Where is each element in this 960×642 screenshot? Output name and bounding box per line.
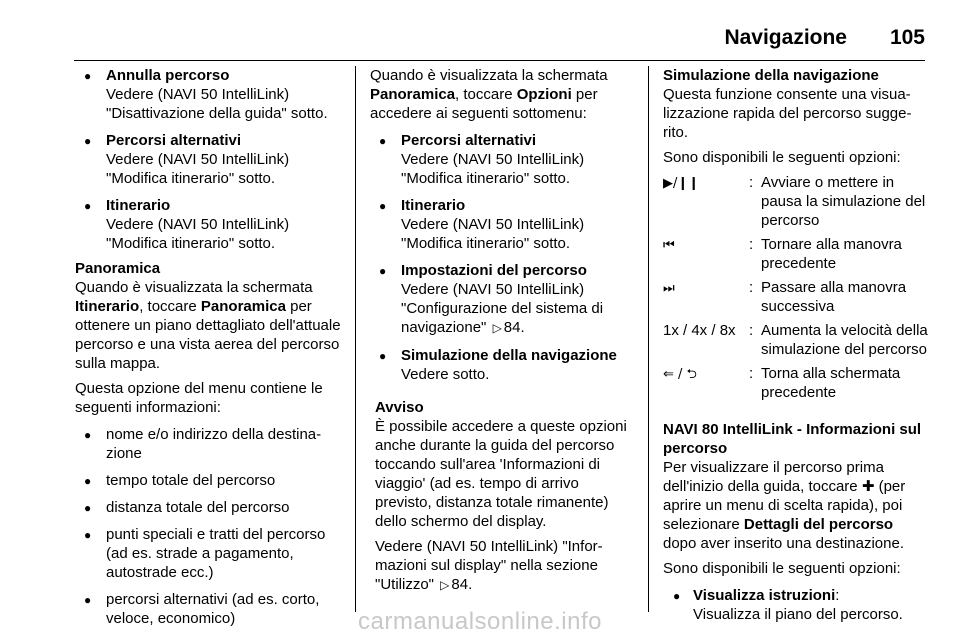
note-text: Vedere (NAVI 50 IntelliLink) "Informazioni sul display" nella sezione "Utilizzo" ▷ 84. (375, 537, 632, 595)
list-item (370, 196, 632, 253)
item-text: Vedere (NAVI 50 IntelliLink) "Disattivazione della guida" sotto. (106, 86, 328, 122)
bullet-icon (84, 525, 91, 545)
list-item (370, 261, 632, 338)
bullet-icon (84, 425, 91, 445)
item-text: Vedere (NAVI 50 IntelliLink) "Modifica itinerario" sotto. (106, 151, 290, 187)
list-item: ● distanza totale del percorso (75, 498, 345, 517)
list-item (370, 346, 632, 384)
item-text: Vedere (NAVI 50 IntelliLink) "Configurazione del sistema di navigazione" ▷ 84. (401, 280, 632, 338)
page-header (0, 22, 960, 62)
item-text: Visualizza il piano del percorso. (693, 606, 903, 623)
list-item (75, 196, 345, 253)
list-item: ● tempo totale del percorso (75, 471, 345, 490)
list-item (75, 66, 345, 123)
bullet-icon (84, 498, 91, 518)
item-text: Vedere (NAVI 50 IntelliLink) "Modifica itinerario" sotto. (106, 216, 290, 252)
bullet-icon (84, 66, 91, 86)
note-box (370, 398, 632, 595)
item-title: Visualizza istruzioni (693, 587, 836, 604)
previous-icon: ⏮ (663, 238, 675, 253)
page-ref-icon (438, 576, 451, 593)
table-row: 1x / 4x / 8x : Aumenta la velocità della simulazione del percorso (663, 322, 928, 358)
item-text: Vedere (NAVI 50 IntelliLink) "Modifica itinerario" sotto. (401, 216, 585, 252)
speed-label: 1x / 4x / 8x (663, 322, 736, 339)
header-rule (74, 60, 925, 61)
bullet-icon (379, 346, 386, 366)
subheading-simulazione: Simulazione della navigazione (663, 67, 879, 84)
table-row: ⇐ / ⮌ : Torna alla schermata precedente (663, 365, 901, 401)
list-item: ● Visualizza istruzioni: Visualizza il piano del percorso. (663, 586, 928, 624)
bullet-icon (84, 590, 91, 610)
column-3 (663, 66, 928, 624)
plus-icon: ✚ (861, 477, 875, 495)
paragraph: Questa opzione del menu contiene le seguenti informazioni: (75, 380, 323, 416)
bullet-icon (379, 196, 386, 216)
bullet-icon (673, 586, 680, 606)
item-text: Vedere sotto. (401, 366, 490, 383)
next-icon: ⏭ (663, 281, 675, 296)
bullet-icon (84, 131, 91, 151)
page-ref: 84. (503, 319, 525, 336)
item-title: Annulla percorso (106, 67, 230, 84)
table-row: ⏭ : Passare alla manovra successiva (663, 279, 907, 315)
list-item (370, 131, 632, 188)
page-ref: 84. (451, 576, 473, 593)
subheading-navi80: NAVI 80 IntelliLink - Informazioni sul percorso (663, 421, 922, 457)
table-row: ▶/❙❙ : Avviare o mettere in pausa la simulazione del percorso (663, 174, 926, 229)
bullet-icon (84, 196, 91, 216)
page-number: 105 (889, 26, 925, 49)
note-text: È possibile accedere a queste opzioni anche durante la guida del percorso toccando sull'area 'Informazioni di viaggio' (ad es. tempo di arrivo previsto, distanza totale rimanente) dello schermo del display. (375, 418, 627, 530)
column-divider-2 (648, 66, 649, 612)
column-1 (75, 66, 345, 628)
bullet-icon (379, 261, 386, 281)
item-title: Itinerario (401, 197, 466, 214)
paragraph: Sono disponibili le seguenti opzioni: (663, 560, 901, 577)
item-title: Simulazione della navigazione (401, 347, 617, 364)
paragraph: Per visualizzare il percorso prima dell'inizio della guida, toccare ✚ (per aprire un menu di scelta rapida), poi selezionare Dettagli del percorso dopo aver inserito una destinazione. (663, 459, 906, 552)
bullet-icon (379, 131, 386, 151)
item-title: Percorsi alternativi (401, 132, 537, 149)
paragraph: Questa funzione consente una visualizzazione rapida del percorso suggerito. (663, 86, 912, 141)
item-title: Percorsi alternativi (106, 132, 242, 149)
item-text: Vedere (NAVI 50 IntelliLink) "Modifica itinerario" sotto. (401, 151, 585, 187)
note-title: Avviso (375, 399, 424, 416)
bullet-icon (84, 471, 91, 491)
paragraph: Quando è visualizzata la schermata Panoramica, toccare Opzioni per accedere ai seguenti sottomenu: (370, 67, 608, 122)
item-title: Itinerario (106, 197, 171, 214)
watermark: carmanualsonline.info (358, 608, 602, 635)
options-table (663, 173, 928, 402)
column-divider-1 (355, 66, 356, 612)
section-title: Navigazione (724, 26, 847, 49)
page-ref-icon (491, 319, 504, 336)
item-title: Impostazioni del percorso (401, 262, 587, 279)
column-2 (370, 66, 632, 595)
list-item: ● nome e/o indirizzo della destinazione (75, 425, 345, 463)
list-item: ● percorsi alternativi (ad es. corto, veloce, economico) (75, 590, 345, 628)
list-item (75, 131, 345, 188)
back-icon: ⇐ / ⮌ (663, 367, 697, 382)
play-pause-icon: ▶/❙❙ (663, 176, 700, 191)
subheading-panoramica: Panoramica (75, 260, 161, 277)
list-item: ● punti speciali e tratti del percorso (ad es. strade a pagamento, autostrade ecc.) (75, 525, 345, 582)
table-row: ⏮ : Tornare alla manovra precedente (663, 236, 902, 272)
paragraph: Sono disponibili le seguenti opzioni: (663, 149, 901, 166)
paragraph: Quando è visualizzata la schermata Itinerario, toccare Panoramica per ottenere un piano dettagliato dell'attuale percorso e una vista aerea del percorso sulla mappa. (75, 279, 341, 372)
